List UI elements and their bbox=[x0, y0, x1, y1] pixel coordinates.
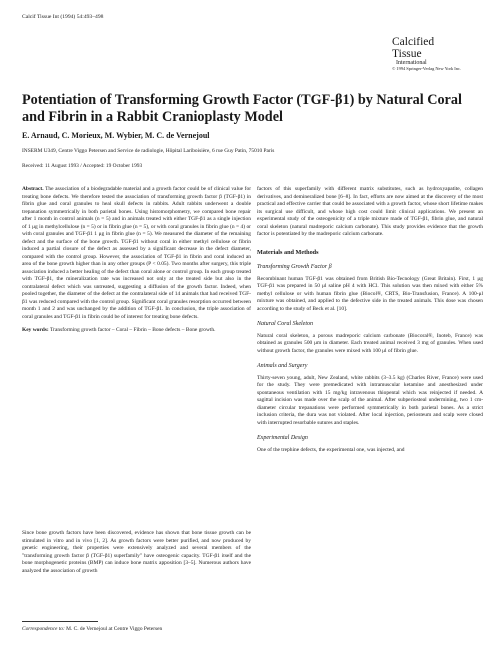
subsection-title-design: Experimental Design bbox=[257, 435, 308, 441]
left-column-intro bbox=[22, 530, 251, 575]
correspondence-footnote bbox=[22, 626, 162, 632]
footnote-text: M. C. de Vernejoul at Centre Viggo Petersen bbox=[66, 626, 163, 632]
subsection-text-coral: Natural coral skeleton, a porous madreporic calcium carbonate (Biocoral®, Inoteb, France) was obtained as granules 500 μm in diameter. Each treated animal received 3 mg of granules. When used without growth factor, the granules were mixed with 100 μl of fibrin glue. bbox=[257, 332, 483, 354]
footnote-label: Correspondence to: bbox=[22, 626, 65, 632]
intro-paragraph: Since bone growth factors have been discovered, evidence has shown that bone tissue growth can be stimulated in vitro and in vivo [1, 2]. As growth factors were better purified, and now produced by genetic engineering, their properties were extensively analyzed and several members of the "transforming growth factor β (TGF-β1) superfamily" have osteogenic capacity. TGF-β1 itself and the bone morphogenetic proteins (BMP) can induce bone matrix apposition [3–5]. Numerous authors have analyzed the association of growth bbox=[22, 530, 251, 574]
journal-brand bbox=[392, 36, 488, 72]
subsection-title-animals: Animals and Surgery bbox=[257, 363, 308, 369]
keywords-text: Transforming growth factor – Coral – Fibrin – Bone defects – Bone growth. bbox=[50, 327, 216, 333]
journal-brand-line3: International bbox=[396, 60, 427, 67]
intro-continuation: factors of this superfamily with different matrix substitutes, such as hydroxyapatite, collagen derivatives, and demineralized bone [6–8]. In fact, efforts are now aimed at the discovery of the most practical and effective carrier that could be associated with a growth factor, whose short lifetime makes its surgical use difficult, and whose high cost could limit clinical applications. We present an experimental study of the osteogenicity of a triple mixture made of TGF-β1, fibrin glue, and natural coral skeleton (natural madreporic calcium carbonate). This study provides evidence that the growth factor is potentiated by the madreporic calcium carbonate. bbox=[257, 186, 483, 237]
abstract-label: Abstract. bbox=[22, 186, 44, 192]
footnote-divider bbox=[22, 621, 98, 622]
paper-title: Potentiation of Transforming Growth Factor (TGF-β1) by Natural Coral and Fibrin in a Rabbit Cranioplasty Model bbox=[22, 92, 462, 126]
subsection-title-coral: Natural Coral Skeleton bbox=[257, 321, 313, 327]
right-column bbox=[257, 186, 483, 454]
journal-copyright: © 1994 Springer-Verlag New York Inc. bbox=[392, 66, 461, 72]
affiliation: INSERM U349, Centre Viggo Petersen and Service de radiologie, Hôpital Lariboisière, 6 rue Guy Patin, 75010 Paris bbox=[22, 148, 275, 154]
left-column-abstract bbox=[22, 186, 251, 335]
subsection-text-animals: Thirty-seven young, adult, New Zealand, white rabbits (3–3.5 kg) (Charles River, France) were used for the study. They were premedicated with intramuscular ketamine and anesthesized under spontaneous ventilation with 15 mg/kg intravenous thiopental which was reinjected if needed. A sagittal incision was made over the scalp of the animal. After subperiosteal undermining, two 1 cm-diameter circular trepanations were performed symmetrically in both parietal bones. As a strict inclusion criteria, the dura was not violated. After local injection, periosteum and scalp were closed with interrupted resorbable sutures and staples. bbox=[257, 374, 483, 426]
keywords-paragraph bbox=[22, 327, 251, 335]
author-list: E. Arnaud, C. Morieux, M. Wybier, M. C. de Vernejoul bbox=[22, 131, 210, 140]
subsection-text-design: One of the trephine defects, the experimental one, was injected, and bbox=[257, 446, 405, 453]
keywords-label: Key words: bbox=[22, 327, 49, 333]
journal-brand-line2: Tissue bbox=[392, 48, 422, 61]
abstract-paragraph bbox=[22, 186, 251, 321]
journal-brand-line1: Calcified bbox=[392, 36, 435, 48]
section-heading-materials-methods: Materials and Methods bbox=[257, 248, 319, 256]
subsection-title-tgf: Transforming Growth Factor β bbox=[257, 264, 332, 270]
subsection-text-tgf: Recombinant human TGF-β1 was obtained from British Bio-Tecnology (Great Britain). First, 1 μg TGF-β1 was prepared in 50 μl saline pH 4 with HCl. This solution was then mixed with either 5% methyl cellulose or with human fibrin glue (Biocol®, CRTS, Bio-Transfusion, France). A 100-μl mixture was obtained, and applied to the defective side in the treated animals. This dose was chosen according to the study of Beck et al. [10]. bbox=[257, 275, 483, 312]
received-dates: Received: 11 August 1993 / Accepted: 19 October 1993 bbox=[22, 163, 143, 169]
abstract-text: The association of a biodegradable material and a growth factor could be of clinical value for treating bone defects. We therefore tested the association of transforming growth factor β (TGF-β1) in fibrin glue and coral granules to heal skull defects in rabbits. Adult rabbits underwent a double trepanation symmetrically in both parietal bones. Using histomorphometry, we compared bone repair after 1 month in control animals (n = 5) and in animals treated with either TGF-β1 as a single injection of 1 μg in methylcellulose (n = 5) or in fibrin glue (n = 5), or with coral granules in fibrin glue (n = 4) or with coral granules and TGF-β1 1 μg in fibrin glue (n = 5). We measured the diameter of the remaining defect and the surface of the bone growth. TGF-β1 without coral in either methyl cellulose or fibrin induced a partial closure of the defect as assessed by a significant decrease in the defect diameter, compared with the control group. However, the association of TGF-β1 in fibrin and coral induced an area of the bone growth higher than in any other groups (P < 0.05). Two months after surgery, this triple association induced a better healing of the defect than coral alone or control group. In each group treated with TGF-β1, the mineralization rate was increased not only at the treated side but also in the contralateral defect which was untreated, suggesting a diffusion of the growth factor. Indeed, when pooled together, the diameter of the defect at the contralateral side of 14 animals that had received TGF-β1 was reduced compared with the control group. Significant coral granules resorption occurred between month 1 and 2 and was unchanged by the addition of TGF-β1. In conclusion, the triple association of coral granules and TGF-β1 in fibrin could be of interest for treating bone defects. bbox=[22, 186, 252, 320]
journal-citation: Calcif Tissue Int (1994) 54:493–498 bbox=[22, 14, 104, 20]
